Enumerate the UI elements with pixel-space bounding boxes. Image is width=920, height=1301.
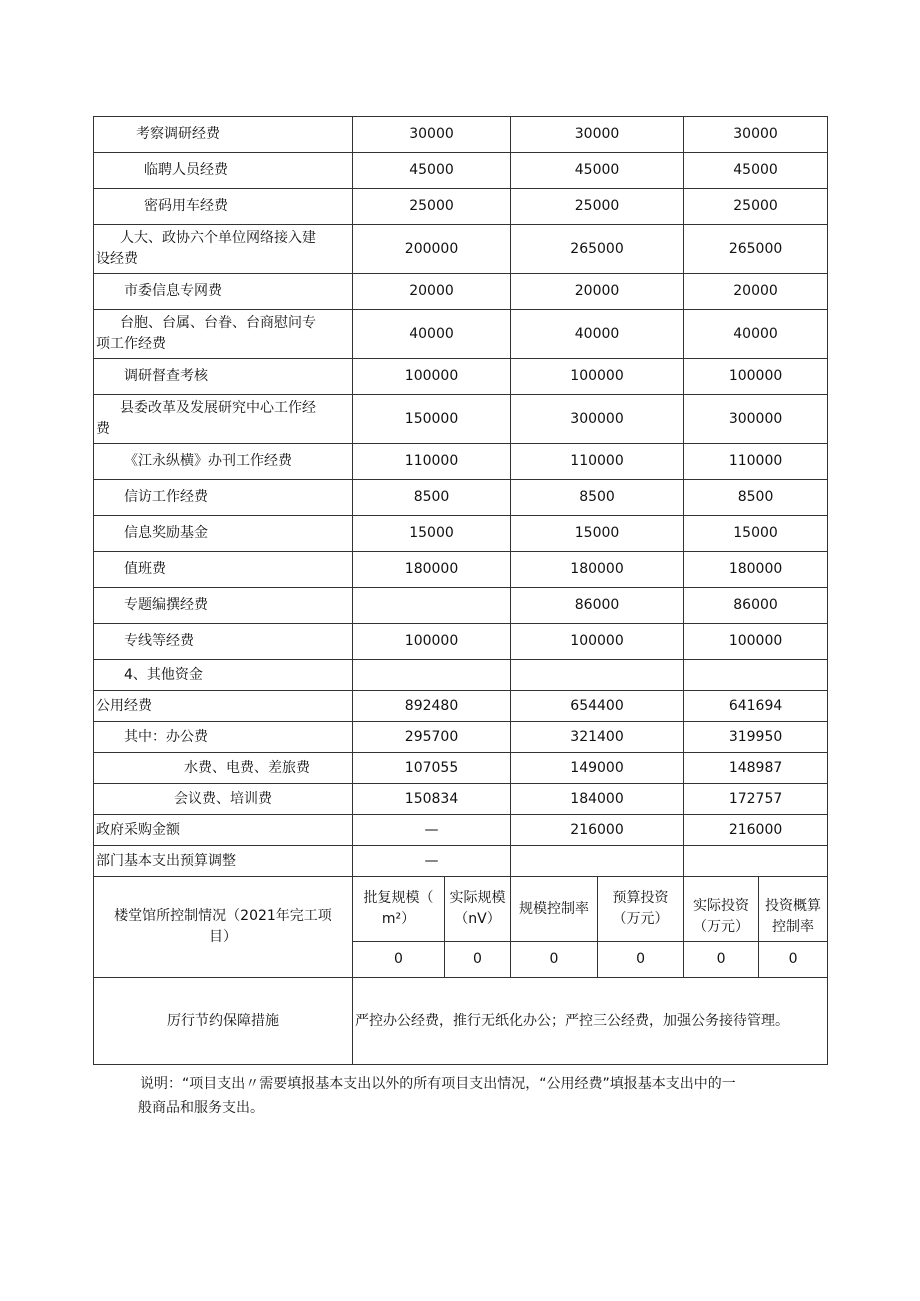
table-row — [94, 310, 828, 359]
table-row — [94, 516, 828, 552]
cell-value: 40000 — [353, 310, 511, 359]
row-label: 临聘人员经费 — [94, 153, 353, 189]
sub-header-line1: 投资概算 — [765, 898, 822, 914]
table-row — [94, 660, 828, 691]
cell-value: 8500 — [684, 480, 828, 516]
row-label: 信息奖励基金 — [94, 516, 353, 552]
sub-header-line1: 实际规模 — [449, 890, 506, 906]
table-row — [94, 444, 828, 480]
cell-value: 20000 — [511, 274, 684, 310]
cell-value: 15000 — [684, 516, 828, 552]
row-label: 考察调研经费 — [94, 117, 353, 153]
cell-value: 0 — [684, 942, 759, 978]
cell-value: 107055 — [353, 753, 511, 784]
row-label-line1: 台胞、台属、台眷、台商慰问专 — [120, 315, 316, 331]
budget-table — [93, 116, 828, 1065]
table-row — [94, 978, 828, 1065]
table-row — [94, 877, 828, 942]
table-row — [94, 722, 828, 753]
cell-value: 110000 — [684, 444, 828, 480]
sub-header — [353, 877, 445, 942]
cell-value: 216000 — [511, 815, 684, 846]
cell-value: 100000 — [353, 359, 511, 395]
cell-value: 0 — [511, 942, 598, 978]
building-control-label — [94, 877, 353, 978]
cell-value: 295700 — [353, 722, 511, 753]
cell-value: 149000 — [511, 753, 684, 784]
cell-value: 150000 — [353, 395, 511, 444]
cell-value — [684, 846, 828, 877]
table-row — [94, 117, 828, 153]
row-label — [94, 310, 353, 359]
row-label: 《江永纵横》办刊工作经费 — [94, 444, 353, 480]
cell-value: 319950 — [684, 722, 828, 753]
row-label-line2: 设经费 — [96, 251, 138, 267]
cell-value — [511, 660, 684, 691]
cell-value: 100000 — [511, 624, 684, 660]
sub-header-line1: 批复规模（ — [363, 890, 434, 906]
measures-label: 厉行节约保障措施 — [94, 978, 353, 1065]
cell-value: — — [353, 815, 511, 846]
cell-value: 40000 — [684, 310, 828, 359]
table-row — [94, 784, 828, 815]
row-label: 专线等经费 — [94, 624, 353, 660]
cell-value: 45000 — [684, 153, 828, 189]
sub-header: 规模控制率 — [511, 877, 598, 942]
footnote-line1: 说明：“项目支出〃需要填报基本支出以外的所有项目支出情况，“公用经费”填报基本支出中的一 — [140, 1076, 736, 1092]
cell-value: — — [353, 846, 511, 877]
cell-value: 25000 — [353, 189, 511, 225]
table-row — [94, 624, 828, 660]
table-row — [94, 588, 828, 624]
cell-value: 300000 — [511, 395, 684, 444]
table-row — [94, 753, 828, 784]
cell-value: 110000 — [511, 444, 684, 480]
cell-value: 216000 — [684, 815, 828, 846]
row-label: 4、其他资金 — [94, 660, 353, 691]
sub-header-line1: 预算投资 — [612, 890, 669, 906]
sub-header-line1: 实际投资 — [693, 898, 750, 914]
cell-value: 180000 — [684, 552, 828, 588]
cell-value: 100000 — [511, 359, 684, 395]
row-label: 信访工作经费 — [94, 480, 353, 516]
table-row — [94, 225, 828, 274]
table-row — [94, 846, 828, 877]
cell-value: 8500 — [511, 480, 684, 516]
cell-value: 40000 — [511, 310, 684, 359]
cell-value: 100000 — [353, 624, 511, 660]
sub-header — [759, 877, 828, 942]
sub-header — [684, 877, 759, 942]
table-row — [94, 815, 828, 846]
cell-value: 8500 — [353, 480, 511, 516]
cell-value: 180000 — [353, 552, 511, 588]
row-label: 其中：办公费 — [94, 722, 353, 753]
cell-value: 25000 — [511, 189, 684, 225]
cell-value: 110000 — [353, 444, 511, 480]
cell-value: 641694 — [684, 691, 828, 722]
sub-header-line2: m²） — [381, 911, 416, 927]
cell-value: 15000 — [353, 516, 511, 552]
cell-value — [353, 660, 511, 691]
cell-value: 86000 — [511, 588, 684, 624]
cell-value: 300000 — [684, 395, 828, 444]
cell-value: 86000 — [684, 588, 828, 624]
row-label-line2: 费 — [96, 421, 110, 437]
row-label: 公用经费 — [94, 691, 353, 722]
measures-text: 严控办公经费，推行无纸化办公；严控三公经费，加强公务接待管理。 — [353, 978, 828, 1065]
row-label: 专题编撰经费 — [94, 588, 353, 624]
cell-value: 15000 — [511, 516, 684, 552]
cell-value: 0 — [445, 942, 511, 978]
row-label: 会议费、培训费 — [94, 784, 353, 815]
table-row — [94, 480, 828, 516]
sub-header-line2: 控制率 — [772, 919, 815, 935]
sub-header-line2: （nV） — [454, 911, 501, 927]
table-row — [94, 189, 828, 225]
sub-header — [445, 877, 511, 942]
cell-value: 0 — [353, 942, 445, 978]
sub-header — [598, 877, 684, 942]
row-label — [94, 225, 353, 274]
table-row — [94, 274, 828, 310]
cell-value: 321400 — [511, 722, 684, 753]
cell-value: 45000 — [511, 153, 684, 189]
building-label-line2: 目） — [209, 929, 237, 945]
row-label: 密码用车经费 — [94, 189, 353, 225]
cell-value: 30000 — [353, 117, 511, 153]
cell-value: 654400 — [511, 691, 684, 722]
row-label: 部门基本支出预算调整 — [94, 846, 353, 877]
table-row — [94, 552, 828, 588]
row-label: 值班费 — [94, 552, 353, 588]
table-row — [94, 359, 828, 395]
cell-value: 25000 — [684, 189, 828, 225]
sub-header-line2: （万元） — [693, 919, 750, 935]
cell-value — [353, 588, 511, 624]
table-row — [94, 153, 828, 189]
cell-value — [684, 660, 828, 691]
footnote-line2: 般商品和服务支出。 — [138, 1100, 264, 1116]
footnote — [140, 1072, 830, 1120]
table-row — [94, 691, 828, 722]
cell-value — [511, 846, 684, 877]
cell-value: 180000 — [511, 552, 684, 588]
cell-value: 0 — [759, 942, 828, 978]
row-label: 调研督查考核 — [94, 359, 353, 395]
row-label-line1: 人大、政协六个单位网络接入建 — [120, 230, 316, 246]
cell-value: 100000 — [684, 624, 828, 660]
cell-value: 172757 — [684, 784, 828, 815]
row-label: 水费、电费、差旅费 — [94, 753, 353, 784]
cell-value: 148987 — [684, 753, 828, 784]
row-label-line1: 县委改革及发展研究中心工作经 — [120, 400, 316, 416]
cell-value: 200000 — [353, 225, 511, 274]
cell-value: 45000 — [353, 153, 511, 189]
row-label: 政府采购金额 — [94, 815, 353, 846]
cell-value: 0 — [598, 942, 684, 978]
row-label: 市委信息专网费 — [94, 274, 353, 310]
row-label — [94, 395, 353, 444]
row-label-line2: 项工作经费 — [96, 336, 166, 352]
cell-value: 20000 — [684, 274, 828, 310]
building-label-line1: 楼堂馆所控制情况（2021年完工项 — [114, 908, 332, 924]
cell-value: 265000 — [511, 225, 684, 274]
table-row — [94, 395, 828, 444]
cell-value: 150834 — [353, 784, 511, 815]
cell-value: 892480 — [353, 691, 511, 722]
cell-value: 20000 — [353, 274, 511, 310]
cell-value: 30000 — [511, 117, 684, 153]
cell-value: 265000 — [684, 225, 828, 274]
cell-value: 184000 — [511, 784, 684, 815]
sub-header-line2: （万元） — [612, 911, 669, 927]
cell-value: 100000 — [684, 359, 828, 395]
cell-value: 30000 — [684, 117, 828, 153]
